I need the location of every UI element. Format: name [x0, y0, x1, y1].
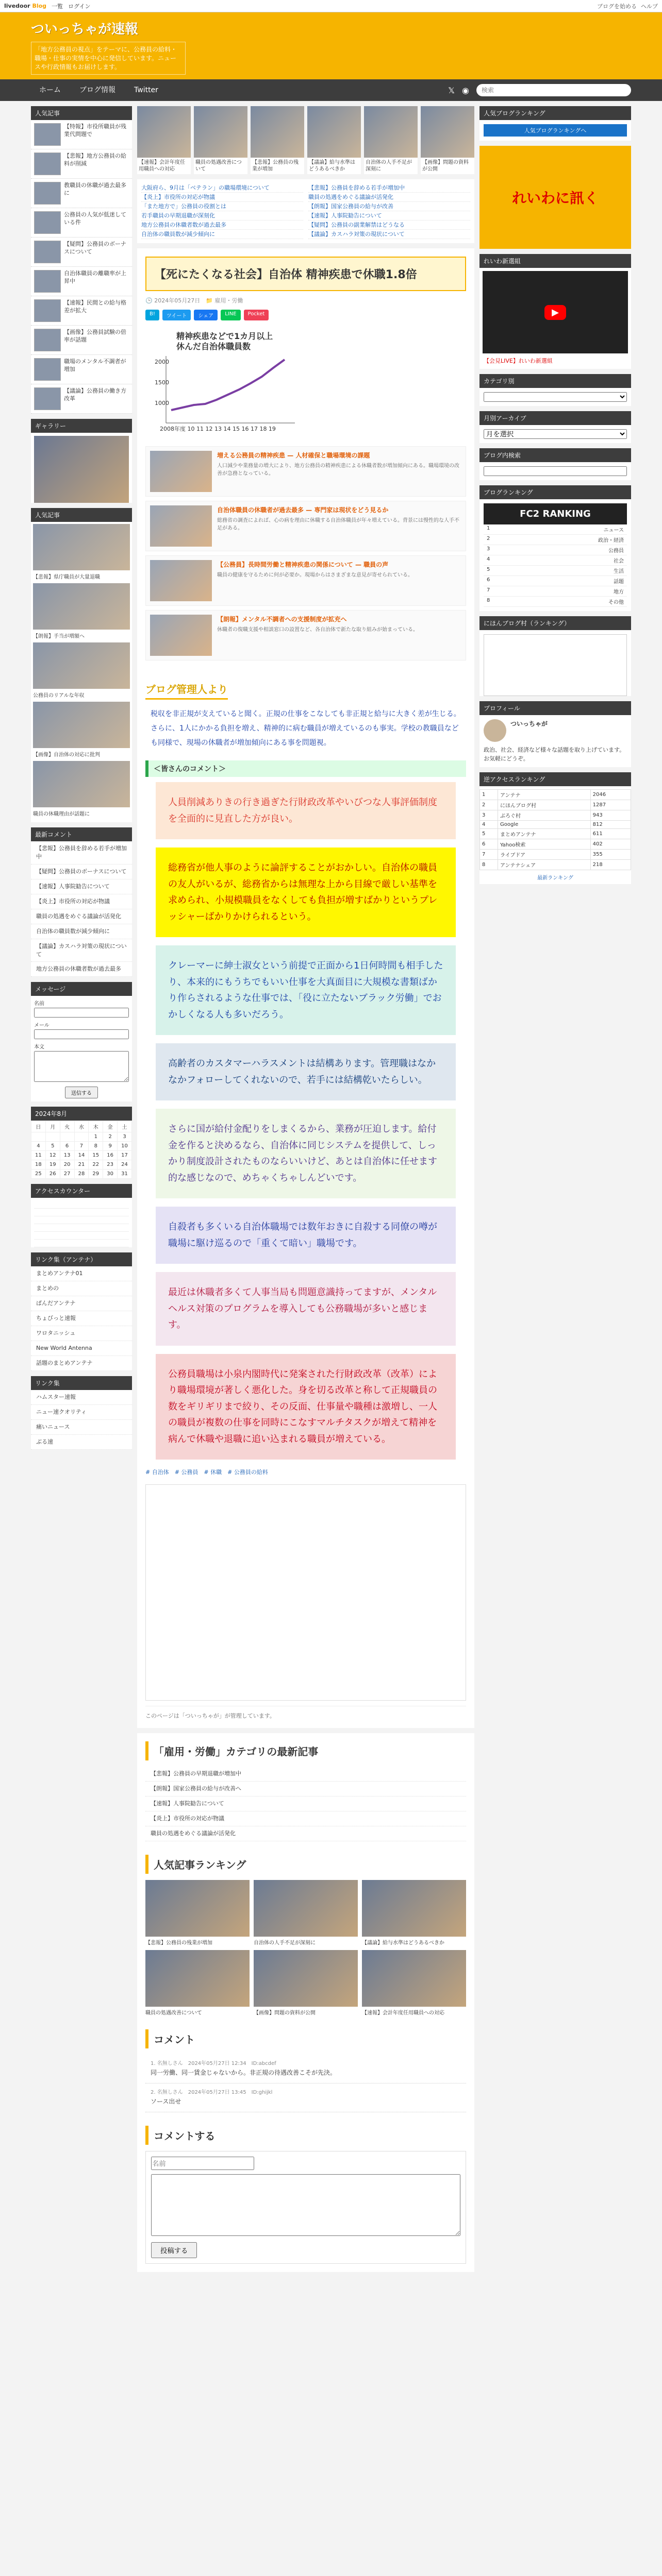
thumbnail	[34, 211, 61, 234]
access-ranking-table	[479, 789, 631, 870]
access-ranking-footer[interactable]: 最新ランキング	[537, 875, 573, 881]
thumbnail	[34, 329, 61, 351]
links-box-2	[31, 1376, 132, 1450]
rank-row[interactable]: 6 話題	[484, 576, 627, 586]
rss-item[interactable]: 【議論】カスハラ対策の現状について	[308, 230, 470, 239]
related-text: 職員の健康を守るために何が必要か。現場からはさまざまな意見が寄せられている。	[217, 572, 413, 579]
link-item[interactable]: ワロタニッシュ	[31, 1326, 132, 1341]
related-title[interactable]: 自治体職員の休職者が過去最多 — 専門家は現状をどう見るか	[217, 506, 389, 514]
thumbnail	[34, 299, 61, 322]
category-box-title: カテゴリ別	[479, 374, 631, 388]
related-image	[150, 505, 212, 547]
access-ranking-title: 逆アクセスランキング	[479, 772, 631, 786]
reiwa-banner[interactable]: れいわに訊く	[479, 146, 631, 249]
message-title: メッセージ	[31, 982, 132, 996]
category-latest	[137, 1733, 474, 2272]
svg-text:精神疾患などで1カ月以上: 精神疾患などで1カ月以上	[176, 331, 273, 342]
link-item[interactable]: ぶる速	[31, 1435, 132, 1450]
popular-image	[362, 1880, 466, 1937]
svg-text:2008年度 10 11 12 13 14 15 16 17: 2008年度 10 11 12 13 14 15 16 17 18 19	[160, 426, 276, 433]
voice-block: 自殺者も多くいる自治体職場では数年おきに自殺する同僚の噂が職場に駆け巡るので「重くて暗い」職場です。	[156, 1207, 456, 1264]
message-name-input[interactable]	[34, 1008, 129, 1018]
nav-blog-info[interactable]: ブログ情報	[79, 86, 115, 94]
link-item[interactable]: まとめアンテナ01	[31, 1266, 132, 1281]
featured-card[interactable]: 【議論】給与水準はどうあるべきか	[307, 106, 361, 174]
popular-grid	[145, 1880, 466, 2016]
list-item[interactable]: 【疑問】公務員のボーナスについて	[31, 238, 132, 267]
related-article[interactable]	[145, 501, 466, 551]
share-buttons	[145, 310, 466, 320]
message-box	[31, 982, 132, 1101]
left-popular-title: 人気記事	[31, 106, 132, 120]
voice-block: 公務員職場は小泉内閣時代に発案された行財政改革（改革）により職場環境が著しく悪化した。身を切る改革と称して正規職員の数をギリギリまで絞り、その反面、仕事量や職種は激増し、一人の職員が複数の仕事を同時にこなすマルチタスクが増えて精神を病んで休職や退職に追い込まれる職員が増えている。	[156, 1354, 456, 1460]
links-box	[31, 1252, 132, 1371]
related-title[interactable]: 【朗報】メンタル不調者への支援制度が拡充へ	[217, 616, 347, 623]
thumbnail	[34, 182, 61, 205]
link-item[interactable]: New World Antenna	[31, 1341, 132, 1356]
list-item[interactable]: 職員の休職理由が話題に	[33, 811, 90, 817]
related-image	[150, 615, 212, 656]
fc2-ranking-logo[interactable]: FC2 RANKING	[484, 503, 627, 524]
list-item[interactable]: 【悲報】県庁職員が大量退職	[33, 574, 100, 580]
profile-title: プロフィール	[479, 701, 631, 715]
archive-box-title: 月別アーカイブ	[479, 411, 631, 425]
list-item[interactable]: 【朗報】手当が増額へ	[33, 634, 85, 639]
hatena-button[interactable]: B!	[145, 310, 159, 320]
site-description: 「地方公務員の視点」をテーマに、公務員の給料・職場・仕事の実情を中心に発信しています。ニュースや行政情報もお届けします。	[31, 42, 186, 75]
list-item[interactable]: 公務員の人気が低迷している件	[31, 208, 132, 238]
rss-item[interactable]: 【朗報】国家公務員の給与が改善	[308, 202, 470, 211]
message-body-label: 本文	[34, 1044, 44, 1050]
popular-image	[145, 1950, 250, 2007]
popular-ranking-title: 人気記事ランキング	[145, 1855, 466, 1874]
left-popular-box	[31, 106, 132, 414]
thumbnail	[34, 270, 61, 293]
access-box	[31, 1184, 132, 1247]
nav-twitter[interactable]: Twitter	[134, 86, 158, 94]
comment	[145, 2083, 466, 2112]
link-item[interactable]: ハムスター速報	[31, 1390, 132, 1405]
section-heading: ブログ管理人より	[145, 679, 228, 700]
featured-card[interactable]: 【画像】問題の資料が公開	[421, 106, 474, 174]
share-button[interactable]: シェア	[194, 310, 218, 320]
featured-image	[421, 106, 474, 158]
rss-icon[interactable]: ◉	[462, 85, 469, 95]
featured-card[interactable]: 自治体の人手不足が深刻に	[364, 106, 418, 174]
gallery-title: ギャラリー	[31, 419, 132, 433]
article-image[interactable]	[33, 524, 130, 570]
thumbnail	[34, 387, 61, 410]
featured-image	[251, 106, 304, 158]
list-item[interactable]: 【画像】自治体の対応に批判	[33, 752, 100, 758]
rank-row[interactable]: 8 その他	[484, 597, 627, 607]
recent-comments-title: 最新コメント	[31, 827, 132, 841]
related-text: 総務省の調査によれば、心の病を理由に休職する自治体職員が年々増えている。背景には慢性的な人手不足がある。	[217, 518, 459, 531]
blog-search-box	[479, 448, 631, 480]
thumbnail	[34, 123, 61, 146]
comment-form	[145, 2151, 466, 2264]
rank-row[interactable]: 5 生活	[484, 566, 627, 576]
thumbnail	[34, 241, 61, 263]
category-item[interactable]: 【速報】人事院勧告について	[145, 1797, 466, 1811]
voice-block: 最近は休職者多くて人事当局も問題意識持ってますが、メンタルヘルス対策のプログラムを導入しても公務職場が多いと感じます。	[156, 1272, 456, 1346]
access-graph	[34, 1201, 129, 1247]
search-input[interactable]	[476, 84, 631, 96]
embedded-frame	[145, 1484, 466, 1701]
links-title: リンク集（アンテナ）	[31, 1252, 132, 1266]
comment-item[interactable]: 自治体の職員数が減少傾向に	[31, 924, 132, 939]
comment-item[interactable]: 地方公務員の休職者数が過去最多	[31, 962, 132, 977]
related-article[interactable]	[145, 446, 466, 497]
table-row[interactable]: 7 ライブドア 355	[480, 850, 631, 860]
line-button[interactable]: LINE	[221, 310, 240, 320]
popular-item[interactable]: 職員の処遇改善について	[145, 1950, 250, 2016]
comment-section-title: コメント	[145, 2029, 466, 2048]
featured-image	[137, 106, 191, 158]
popular-image	[145, 1880, 250, 1937]
related-title[interactable]: 【公務員】長時間労働と精神疾患の関係について — 職員の声	[217, 561, 389, 569]
article-image[interactable]	[33, 761, 130, 807]
rss-item[interactable]: 職員の処遇をめぐる議論が活発化	[308, 193, 470, 202]
message-send-button[interactable]: 送信する	[65, 1087, 98, 1098]
rank-row[interactable]: 4 社会	[484, 555, 627, 566]
voice-block: さらに国が給付金配りをしまくるから、業務が圧迫します。給付金を作ると決めるなら、自治体に同じシステムを提供して、しっかり制度設計されたものならいいけど、あとは自治体に任せます的な感じなので、めちゃくちゃしんどいです。	[156, 1109, 456, 1198]
link-item[interactable]: 痛いニュース	[31, 1420, 132, 1435]
site-header	[0, 12, 662, 79]
rss-item[interactable]: 若手職員の早期退職が深刻化	[141, 211, 303, 221]
link-item[interactable]: ちょびっと速報	[31, 1311, 132, 1326]
ranking-button[interactable]: 人気ブログランキングへ	[484, 124, 627, 137]
category-item[interactable]: 【悲報】公務員の早期退職が増加中	[145, 1767, 466, 1782]
thumbnail	[34, 358, 61, 381]
svg-text:休んだ自治体職員数: 休んだ自治体職員数	[176, 342, 251, 352]
related-image	[150, 451, 212, 492]
link-item[interactable]: 話題のまとめアンテナ	[31, 1356, 132, 1371]
category-item[interactable]: 職員の処遇をめぐる議論が活発化	[145, 1826, 466, 1841]
calendar-title: 2024年8月	[31, 1107, 132, 1121]
related-text: 休職者の復職支援や相談窓口の設置など、各自治体で新たな取り組みが始まっている。	[217, 627, 418, 633]
list-item[interactable]: 【速報】民間との給与格差が拡大	[31, 296, 132, 326]
comment-item[interactable]: 【議論】カスハラ対策の現状について	[31, 939, 132, 962]
featured-image	[307, 106, 361, 158]
list-item[interactable]: 【画像】公務員試験の倍率が話題	[31, 326, 132, 355]
related-image	[150, 560, 212, 601]
svg-text:2000: 2000	[155, 359, 169, 366]
global-nav	[0, 79, 662, 101]
voice-block: 高齢者のカスタマーハラスメントは結構あります。管理職はなかなかフォローしてくれないので、若手には結構乾いたらしい。	[156, 1043, 456, 1100]
access-ranking-box	[479, 772, 631, 884]
voice-block: クレーマーに紳士淑女という前提で正面から1日何時間も相手したり、本来的にもうちでもいい仕事を大真面目に大規模な書類ばかり作らされるような仕事では、「役に立たないブラック労働」でおかしくなる人も多いだろう。	[156, 945, 456, 1035]
voice-block: 人員削減ありきの行き過ぎた行財政改革やいびつな人事評価制度を全面的に見直した方が良い。	[156, 782, 456, 839]
popular-image	[254, 1880, 358, 1937]
table-row[interactable]: 6 Yahoo検索 402	[480, 839, 631, 850]
rank-row[interactable]: 2 政治・経済	[484, 535, 627, 545]
archive-box	[479, 411, 631, 443]
comment-name-input[interactable]	[151, 2157, 254, 2170]
calendar-table: 日 月 火 水 木 金 土 1 2 3 4 5 6 7 8 9 10 11 12 13 14 15 16 17 18 19 20 21 22 23 24 25 26 27 28 29 30 31	[31, 1121, 132, 1179]
link-item[interactable]: ぱんだアンテナ	[31, 1296, 132, 1311]
x-icon[interactable]: 𝕏	[448, 85, 455, 95]
blogmura-box	[479, 616, 631, 696]
comment-item[interactable]: 【疑問】公務員のボーナスについて	[31, 865, 132, 879]
archive-select[interactable]	[484, 429, 627, 439]
comment-meta: 2. 名無しさん 2024年05月27日 13:45 ID:ghijkl	[151, 2090, 273, 2096]
gallery-box	[31, 419, 132, 503]
table-row[interactable]: 2 にほんブログ村 1287	[480, 800, 631, 810]
ad-ranking-title: 人気ブログランキング	[479, 106, 631, 120]
livedoor-blog-logo[interactable]: livedoor Blog	[4, 3, 47, 9]
popular-item[interactable]: 【議論】給与水準はどうあるべきか	[362, 1880, 466, 1946]
comments-heading: ＜皆さんのコメント＞	[145, 760, 466, 777]
list-item[interactable]: 【悲報】地方公務員の給料が削減	[31, 149, 132, 179]
table-row[interactable]: 1 アンテナ 2046	[480, 790, 631, 800]
rss-item[interactable]: 【疑問】公務員の副業解禁はどうなる	[308, 221, 470, 230]
rank-row[interactable]: 7 地方	[484, 586, 627, 597]
rss-item[interactable]: 【速報】人事院勧告について	[308, 211, 470, 221]
comment-item[interactable]: 【速報】人事院勧告について	[31, 879, 132, 894]
popular-item[interactable]: 【速報】会計年度任用職員への対応	[362, 1950, 466, 2016]
lead-text: 税収を非正規が支えていると聞く。正規の仕事をこなしても非正規と給与に大きく差が生じる。さらに、1人にかかる負担を増え、精神的に病む職員が増えているのも事実。学校の教職員なども同様で、現場の休職者が増加傾向にある事を問題視。	[151, 710, 461, 748]
rss-item[interactable]: 自治体の職員数が減少傾向に	[141, 230, 303, 239]
message-body-input[interactable]	[34, 1051, 129, 1082]
article-category[interactable]: 雇用・労働	[214, 297, 243, 304]
nav-home[interactable]: ホーム	[39, 86, 61, 94]
list-item[interactable]: 自治体職員の離職率が上昇中	[31, 267, 132, 296]
table-row[interactable]: 4 Google 812	[480, 821, 631, 829]
category-latest-title: 「雇用・労働」カテゴリの最新記事	[145, 1741, 466, 1760]
fc2-ranking-title: ブログランキング	[479, 485, 631, 499]
featured-image	[364, 106, 418, 158]
featured-image	[194, 106, 247, 158]
popular-image	[254, 1950, 358, 2007]
links-title-2: リンク集	[31, 1376, 132, 1390]
comment-item[interactable]: 【悲報】公務員を辞める若手が増加中	[31, 841, 132, 865]
blogmura-widget[interactable]	[484, 634, 627, 696]
thumbnail	[34, 152, 61, 175]
rss-item[interactable]: 【悲報】公務員を辞める若手が増加中	[308, 183, 470, 193]
left-popular-box-2	[31, 508, 132, 822]
site-title[interactable]: ついっちゃが速報	[31, 22, 139, 37]
article-image[interactable]	[33, 702, 130, 748]
rss-item[interactable]: 【炎上】市役所の対応が物議	[141, 193, 303, 202]
profile-text: 政治、社会、経済など様々な話題を取り上げています。お気軽にどうぞ。	[484, 747, 625, 762]
calendar-box	[31, 1107, 132, 1179]
category-box	[479, 374, 631, 406]
comment-item[interactable]: 【炎上】市役所の対応が物議	[31, 894, 132, 909]
blog-search-input[interactable]	[484, 466, 627, 476]
category-item[interactable]: 【朗報】国家公務員の給与が改善へ	[145, 1782, 466, 1797]
article-title[interactable]: 【死にたくなる社会】自治体 精神疾患で休職1.8倍	[145, 257, 466, 291]
comment-meta: 1. 名無しさん 2024年05月27日 12:34 ID:abcdef	[151, 2060, 276, 2066]
comment-body-input[interactable]	[151, 2174, 460, 2236]
list-item[interactable]: 公務員のリアルな年収	[33, 693, 85, 699]
table-row[interactable]: 5 まとめアンテナ 611	[480, 829, 631, 839]
comment-item[interactable]: 職員の処遇をめぐる議論が活発化	[31, 909, 132, 924]
svg-text:1000: 1000	[155, 400, 169, 407]
list-item[interactable]: 【特報】市役所職員が残業代問題で	[31, 120, 132, 149]
tweet-button[interactable]: ツイート	[162, 310, 191, 320]
list-item[interactable]: 教職員の休職が過去最多に	[31, 179, 132, 208]
rss-item[interactable]: 地方公務員の休職者数が過去最多	[141, 221, 303, 230]
article-meta: 🕒 2024年05月27日 📁 雇用・労働	[145, 297, 243, 304]
ad-ranking-box	[479, 106, 631, 141]
link-item[interactable]: ニュー速クオリティ	[31, 1405, 132, 1420]
link-item[interactable]: まとめの	[31, 1281, 132, 1296]
recent-comments-box	[31, 827, 132, 977]
voice-block: 総務省が他人事のように論評することがおかしい。自治体の職員の友人がいるが、総務省からは無理な上から目線で厳しい基準を求められ、小規模職員をなくしても負担が増すばかりというプレッシャーばかりかけられるという。	[156, 848, 456, 937]
youtube-box-title: れいわ新選組	[479, 254, 631, 268]
popular-item[interactable]: 自治体の人手不足が深刻に	[254, 1880, 358, 1946]
blog-search-title: ブログ内検索	[479, 448, 631, 462]
featured-card[interactable]: 職員の処遇改善について	[194, 106, 247, 174]
rank-row[interactable]: 3 公務員	[484, 545, 627, 555]
svg-text:1500: 1500	[155, 379, 169, 386]
comment-text: 同一労働、同一賃金じゃないから。非正規の待遇改善こそが先決。	[151, 2069, 337, 2076]
left-popular-title-2: 人気記事	[31, 508, 132, 522]
profile-box	[479, 701, 631, 767]
topbar-link-help[interactable]: ヘルプ	[641, 3, 658, 10]
featured-card[interactable]: 【悲報】公務員の残業が増加	[251, 106, 304, 174]
topbar-link-start[interactable]: ブログを始める	[597, 3, 637, 10]
article-date: 2024年05月27日	[154, 297, 201, 304]
featured-card[interactable]: 【速報】会計年度任用職員への対応	[137, 106, 191, 174]
rank-row[interactable]: 1 ニュース	[484, 524, 627, 535]
gallery-image[interactable]	[34, 436, 129, 503]
article-image[interactable]	[33, 583, 130, 630]
tags[interactable]: # 自治体 # 公務員 # 休職 # 公務員の給料	[145, 1469, 268, 1476]
comment	[145, 2055, 466, 2083]
comment-text: ソース出せ	[151, 2098, 181, 2106]
article-image[interactable]	[33, 642, 130, 689]
related-article[interactable]	[145, 610, 466, 660]
topbar-link-list[interactable]: 一覧	[52, 3, 63, 10]
message-mail-label: メール	[34, 1023, 49, 1029]
related-article[interactable]	[145, 555, 466, 606]
topbar-link-login[interactable]: ログイン	[68, 3, 91, 10]
profile-name[interactable]: ついっちゃが	[510, 720, 548, 727]
comment-submit-button[interactable]: 投稿する	[151, 2242, 197, 2258]
article	[137, 248, 474, 1728]
comment-form-title: コメントする	[145, 2126, 466, 2145]
category-select[interactable]	[484, 392, 627, 402]
blogmura-title: にほんブログ村（ランキング）	[479, 616, 631, 630]
list-item[interactable]: 【議論】公務員の働き方改革	[31, 384, 132, 414]
play-icon[interactable]: ▶	[544, 305, 566, 320]
related-title[interactable]: 増える公務員の精神疾患 — 人材確保と職場環境の課題	[217, 452, 370, 460]
featured-strip	[137, 106, 474, 174]
category-item[interactable]: 【炎上】市役所の対応が物議	[145, 1811, 466, 1826]
popular-image	[362, 1950, 466, 2007]
popular-item[interactable]: 【画像】問題の資料が公開	[254, 1950, 358, 2016]
fc2-ranking-box	[479, 485, 631, 611]
youtube-video[interactable]	[483, 271, 628, 353]
rss-item[interactable]: 「また地方で」公務員の役割とは	[141, 202, 303, 211]
rss-links	[137, 179, 474, 243]
youtube-title[interactable]: 【会見LIVE】れいわ新選組	[484, 358, 553, 364]
avatar	[484, 719, 506, 742]
banner-box	[479, 146, 631, 249]
table-row[interactable]: 8 アンテナシェア 218	[480, 860, 631, 870]
top-bar	[0, 0, 662, 12]
list-item[interactable]: 職場のメンタル不調者が増加	[31, 355, 132, 384]
access-title: アクセスカウンター	[31, 1184, 132, 1198]
message-name-label: 名前	[34, 1001, 44, 1007]
pocket-button[interactable]: Pocket	[244, 310, 269, 320]
popular-item[interactable]: 【悲報】公務員の残業が増加	[145, 1880, 250, 1946]
article-chart-image	[145, 328, 300, 436]
youtube-box	[479, 254, 631, 369]
message-mail-input[interactable]	[34, 1029, 129, 1039]
page-note: このページは「ついっちゃが」が管理しています。	[145, 1706, 466, 1720]
rss-item[interactable]: 大阪府ら、9月は「ベテラン」の職場環境について	[141, 183, 303, 193]
table-row[interactable]: 3 ぶろぐ村 943	[480, 810, 631, 821]
related-text: 人口減少や業務量の増大により、地方公務員の精神疾患による休職者数が増加傾向にある。職場環境の改善が急務となっている。	[217, 463, 459, 477]
